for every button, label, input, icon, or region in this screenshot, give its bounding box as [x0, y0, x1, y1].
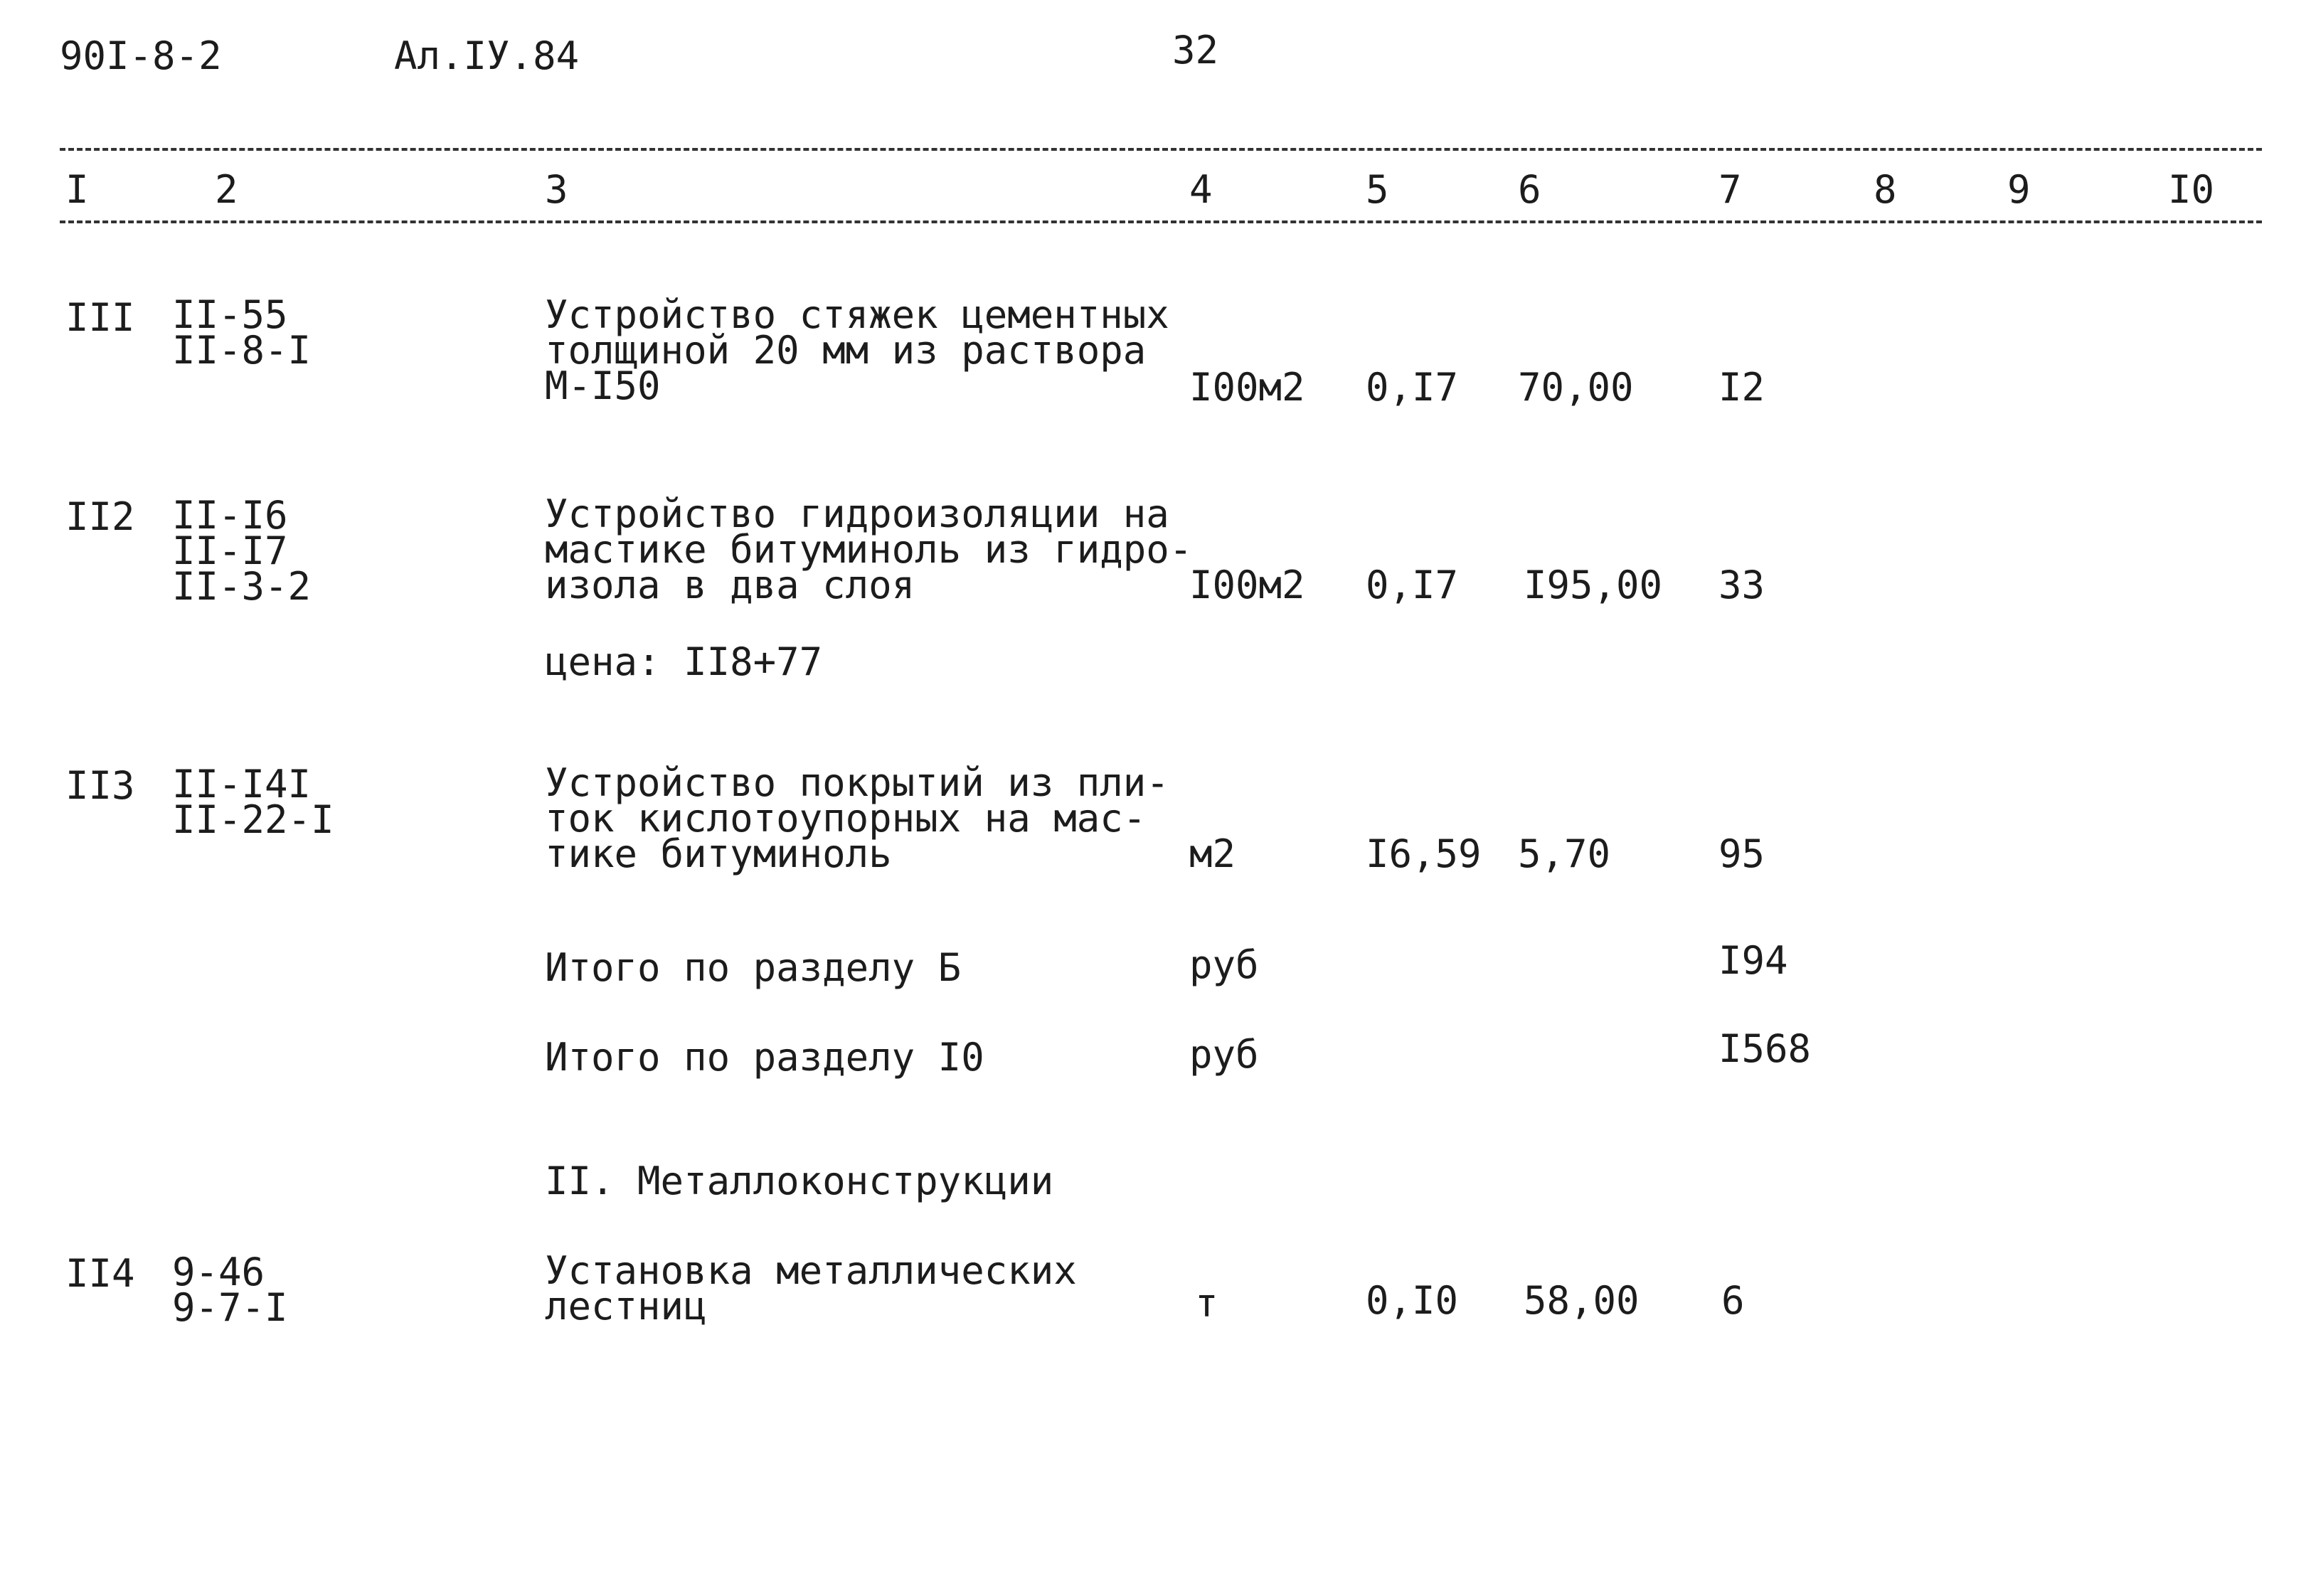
section-heading: II. Металлоконструкции — [545, 1159, 1054, 1203]
work-description: Устройство покрытий из пли- ток кислотоупорных на мас- тике битуминоль — [545, 760, 1169, 876]
total-cost: 95 — [1718, 831, 1765, 876]
row-number: III — [65, 295, 135, 340]
column-header-5: 5 — [1366, 167, 1389, 212]
price-note: цена: II8+77 — [545, 639, 823, 684]
column-header-9: 9 — [2007, 167, 2031, 212]
rate-codes: II-I6 II-I7 II-3-2 — [172, 493, 312, 609]
column-header-7: 7 — [1718, 167, 1742, 212]
quantity: 0,I7 — [1366, 563, 1459, 607]
header-top-rule — [60, 148, 2262, 151]
subtotal-cost: I94 — [1718, 938, 1788, 983]
total-cost: 33 — [1718, 563, 1765, 607]
header-bottom-rule — [60, 220, 2262, 223]
row-number: II2 — [65, 494, 135, 539]
unit: I00м2 — [1189, 365, 1305, 410]
column-header-10: I0 — [2168, 167, 2215, 212]
unit-price: I95,00 — [1524, 563, 1663, 607]
quantity: 0,I7 — [1366, 365, 1459, 410]
subtotal-cost: I568 — [1718, 1026, 1812, 1071]
total-cost: 6 — [1721, 1278, 1745, 1323]
subtotal-unit: руб — [1189, 942, 1259, 987]
rate-codes: II-I4I II-22-I — [172, 762, 334, 842]
column-header-8: 8 — [1874, 167, 1897, 212]
row-number: II4 — [65, 1251, 135, 1296]
rate-codes: 9-46 9-7-I — [172, 1250, 288, 1330]
unit-price: 58,00 — [1524, 1278, 1640, 1323]
subtotal-label: Итого по разделу I0 — [545, 1035, 984, 1080]
work-description: Установка металлических лестниц — [545, 1248, 1077, 1329]
unit-price: 70,00 — [1518, 365, 1634, 410]
album-number: Ал.IУ.84 — [394, 33, 580, 78]
column-header-1: I — [65, 167, 89, 212]
unit-price: 5,70 — [1518, 831, 1611, 876]
column-header-6: 6 — [1518, 167, 1541, 212]
column-header-4: 4 — [1189, 167, 1213, 212]
column-header-3: 3 — [545, 167, 568, 212]
rate-codes: II-55 II-8-I — [172, 292, 312, 373]
page-number: 32 — [1172, 28, 1219, 73]
subtotal-label: Итого по разделу Б — [545, 945, 962, 990]
unit: т — [1195, 1281, 1218, 1326]
row-number: II3 — [65, 763, 135, 808]
unit: I00м2 — [1189, 563, 1305, 607]
subtotal-unit: руб — [1189, 1032, 1259, 1077]
quantity: I6,59 — [1366, 831, 1482, 876]
quantity: 0,I0 — [1366, 1278, 1459, 1323]
unit: м2 — [1189, 831, 1236, 876]
work-description: Устройство гидроизоляции на мастике битуминоль из гидро- изола в два слоя — [545, 491, 1193, 607]
total-cost: I2 — [1718, 365, 1765, 410]
work-description: Устройство стяжек цементных толщиной 20 мм из раствора М-I50 — [545, 292, 1169, 408]
column-header-2: 2 — [215, 167, 238, 212]
document-code: 90I-8-2 — [60, 33, 222, 78]
